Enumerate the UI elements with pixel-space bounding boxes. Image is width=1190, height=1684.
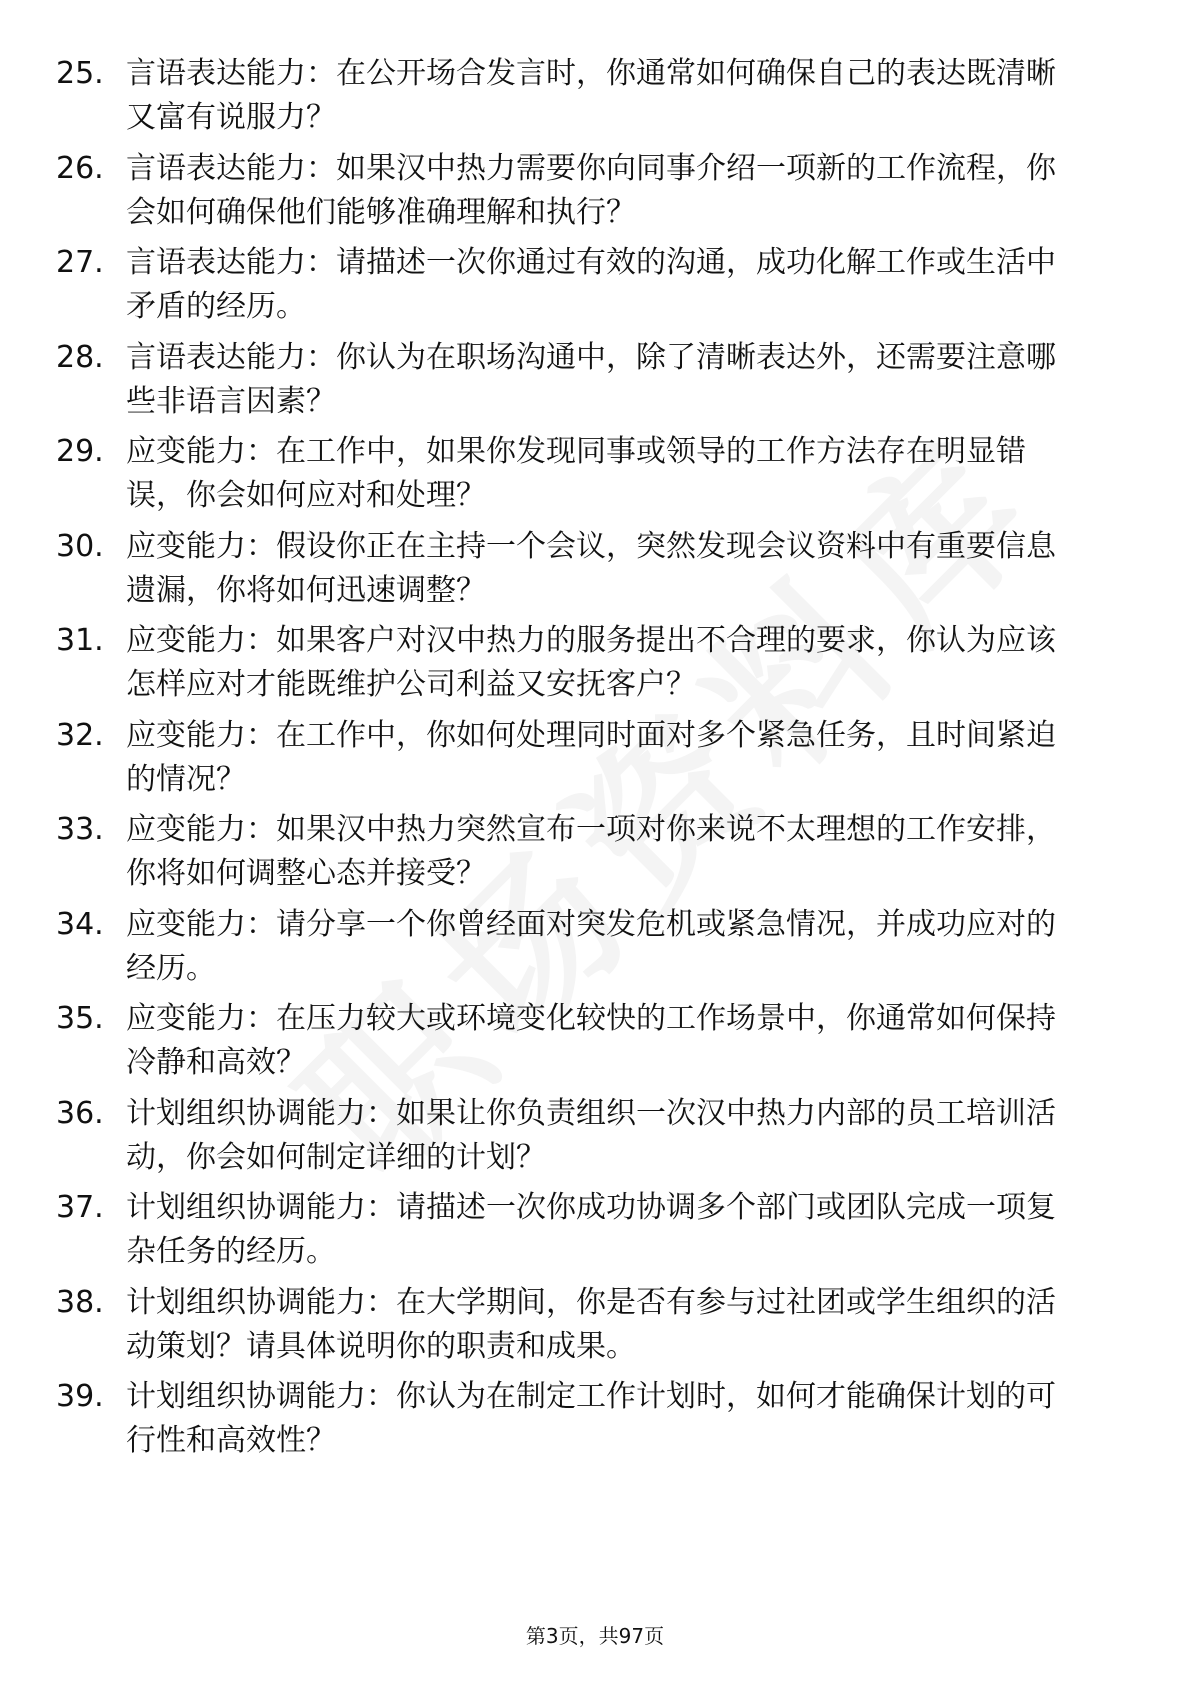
question-number: 32. [56,717,104,753]
question-number: 35. [56,1001,104,1036]
page-number: 第3页，共97页 [525,1624,665,1648]
question-text: 应变能力：在工作中，你如何处理同时面对多个紧急任务，且时间紧迫的情况？ [126,717,1056,797]
question-text: 言语表达能力：请描述一次你通过有效的沟通，成功化解工作或生活中矛盾的经历。 [126,245,1056,324]
question-text: 计划组织协调能力：你认为在制定工作计划时，如何才能确保计划的可行性和高效性？ [126,1379,1056,1458]
page-footer [0,1620,1190,1649]
question-text: 计划组织协调能力：在大学期间，你是否有参与过社团或学生组织的活动策划？请具体说明你的职责和成果。 [126,1284,1056,1364]
question-item [56,1375,1116,1470]
question-item [56,1186,1116,1281]
question-number: 34. [56,906,104,942]
question-item [56,903,1116,998]
question-text: 计划组织协调能力：如果让你负责组织一次汉中热力内部的员工培训活动，你会如何制定详细的计划？ [126,1095,1056,1175]
question-text: 应变能力：如果汉中热力突然宣布一项对你来说不太理想的工作安排，你将如何调整心态并接受？ [126,812,1056,891]
question-item [56,525,1116,620]
question-number: 27. [56,245,104,280]
question-item [56,1281,1116,1376]
question-number: 33. [56,812,104,847]
question-item [56,714,1116,809]
question-text: 应变能力：在工作中，如果你发现同事或领导的工作方法存在明显错误，你会如何应对和处理？ [126,434,1026,513]
question-number: 39. [56,1379,104,1414]
question-item [56,808,1116,903]
question-item [56,619,1116,714]
question-text: 言语表达能力：在公开场合发言时，你通常如何确保自己的表达既清晰又富有说服力？ [126,56,1056,135]
question-list [56,52,1116,1470]
question-item [56,997,1116,1092]
question-text: 言语表达能力：你认为在职场沟通中，除了清晰表达外，还需要注意哪些非语言因素？ [126,339,1056,419]
question-text: 计划组织协调能力：请描述一次你成功协调多个部门或团队完成一项复杂任务的经历。 [126,1190,1056,1269]
question-item [56,147,1116,242]
question-item [56,430,1116,525]
question-number: 30. [56,528,104,564]
question-text: 言语表达能力：如果汉中热力需要你向同事介绍一项新的工作流程，你会如何确保他们能够准确理解和执行？ [126,150,1056,230]
question-text: 应变能力：请分享一个你曾经面对突发危机或紧急情况，并成功应对的经历。 [126,906,1056,986]
question-item [56,241,1116,336]
question-text: 应变能力：在压力较大或环境变化较快的工作场景中，你通常如何保持冷静和高效？ [126,1001,1056,1080]
question-item [56,52,1116,147]
question-number: 28. [56,339,104,375]
question-number: 29. [56,434,104,469]
question-item [56,1092,1116,1187]
question-number: 37. [56,1190,104,1225]
question-item [56,336,1116,431]
question-number: 38. [56,1284,104,1320]
question-number: 36. [56,1095,104,1131]
question-text: 应变能力：假设你正在主持一个会议，突然发现会议资料中有重要信息遗漏，你将如何迅速调整？ [126,528,1056,608]
question-number: 31. [56,623,104,658]
question-number: 25. [56,56,104,91]
question-number: 26. [56,150,104,186]
question-text: 应变能力：如果客户对汉中热力的服务提出不合理的要求，你认为应该怎样应对才能既维护公司利益又安抚客户？ [126,623,1056,702]
